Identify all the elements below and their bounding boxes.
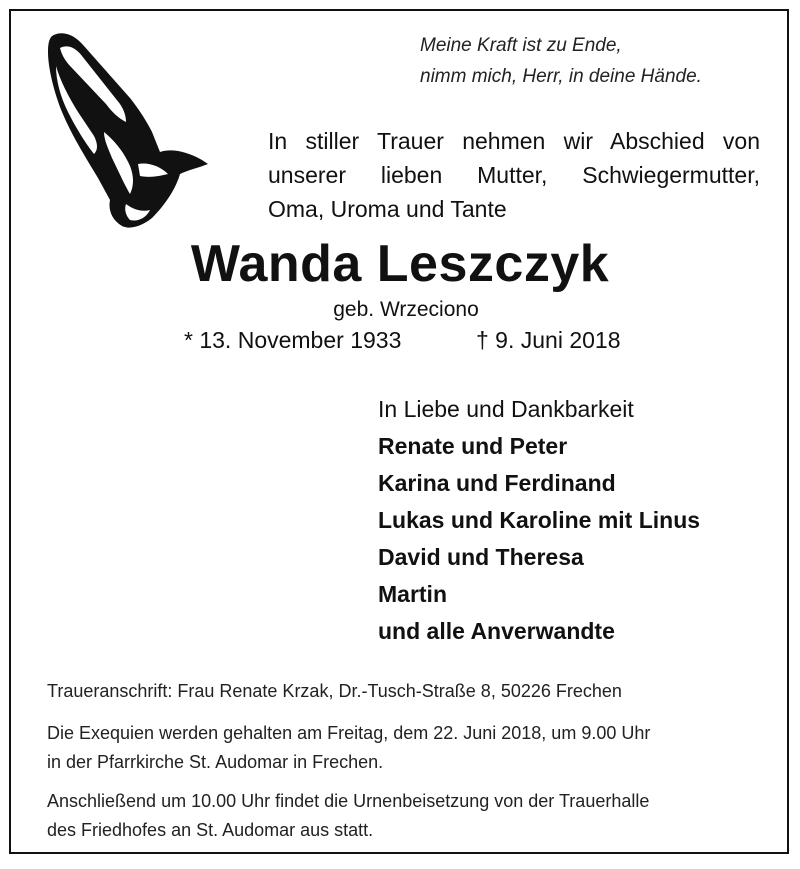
verse-line: nimm mich, Herr, in deine Hände. xyxy=(420,66,702,87)
family-member: und alle Anverwandte xyxy=(378,618,615,644)
intro-line: In stiller Trauer nehmen wir Abschied von xyxy=(268,128,760,154)
intro-line: Oma, Uroma und Tante xyxy=(268,196,507,222)
service-info xyxy=(47,719,777,777)
birth-date: * 13. November 1933 xyxy=(184,327,402,353)
verse-line: Meine Kraft ist zu Ende, xyxy=(420,35,622,56)
family-member: Martin xyxy=(378,581,447,607)
praying-hands-icon xyxy=(42,28,212,233)
service-line: in der Pfarrkirche St. Audomar in Frechen. xyxy=(47,752,384,772)
family-member: David und Theresa xyxy=(378,544,584,570)
verse xyxy=(420,30,780,92)
thanks-line: In Liebe und Dankbarkeit xyxy=(378,396,634,422)
urn-line: des Friedhofes an St. Audomar aus statt. xyxy=(47,820,374,840)
maiden-name: geb. Wrzeciono xyxy=(333,298,479,321)
death-date: † 9. Juni 2018 xyxy=(476,327,621,353)
family-member: Renate und Peter xyxy=(378,433,568,459)
family-list xyxy=(378,391,778,650)
urn-line: Anschließend um 10.00 Uhr findet die Urnenbeisetzung von der Trauerhalle xyxy=(47,791,650,811)
mourning-address: Traueranschrift: Frau Renate Krzak, Dr.-Tusch-Straße 8, 50226 Frechen xyxy=(47,681,622,701)
intro-text xyxy=(268,124,760,226)
service-line: Die Exequien werden gehalten am Freitag, dem 22. Juni 2018, um 9.00 Uhr xyxy=(47,723,651,743)
family-member: Karina und Ferdinand xyxy=(378,470,616,496)
deceased-name: Wanda Leszczyk xyxy=(190,235,610,293)
urn-burial-info xyxy=(47,787,777,845)
intro-line: unserer lieben Mutter, Schwiegermutter, xyxy=(268,162,760,188)
family-member: Lukas und Karoline mit Linus xyxy=(378,507,701,533)
